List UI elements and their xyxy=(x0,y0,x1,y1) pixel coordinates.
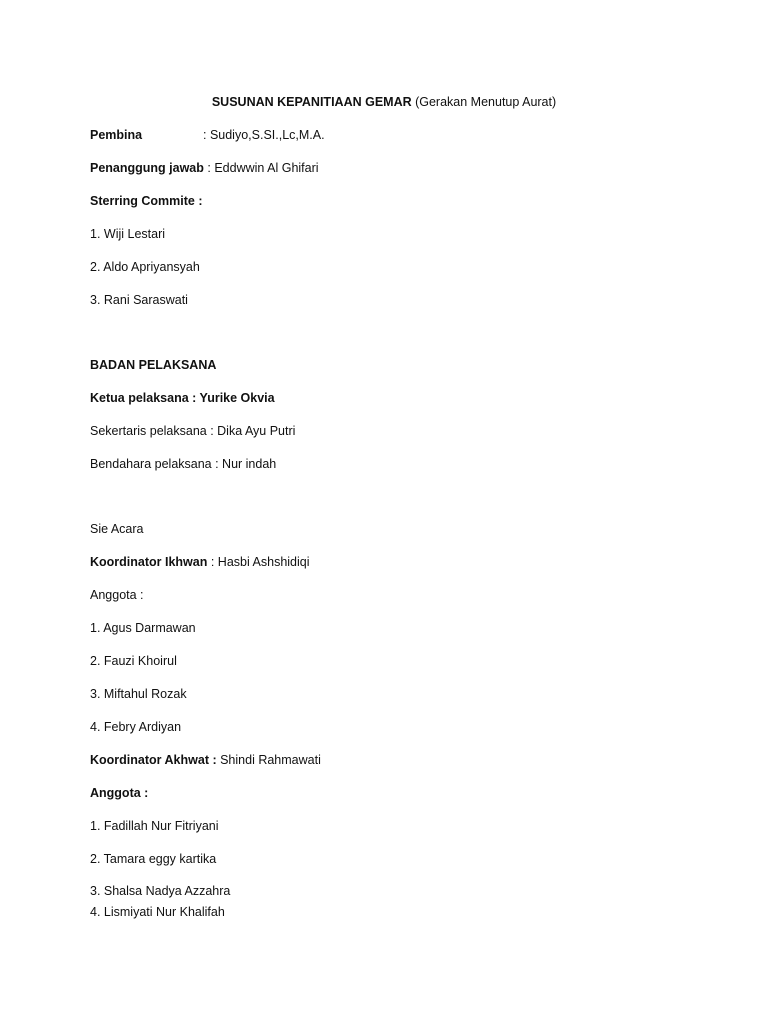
ikhwan-member: 4. Febry Ardiyan xyxy=(90,720,182,734)
ketua-pelaksana: Ketua pelaksana : Yurike Okvia xyxy=(90,391,275,405)
akhwat-member: 3. Shalsa Nadya Azzahra xyxy=(90,884,231,898)
akhwat-member: 2. Tamara eggy kartika xyxy=(90,852,217,866)
document-title xyxy=(0,94,768,110)
sekretaris-pelaksana: Sekertaris pelaksana : Dika Ayu Putri xyxy=(90,424,296,438)
pembina-label: Pembina xyxy=(90,128,143,142)
koordinator-akhwat-value: Shindi Rahmawati xyxy=(216,753,321,767)
penanggung-jawab-row xyxy=(90,160,319,176)
steering-member: 1. Wiji Lestari xyxy=(90,227,166,241)
koordinator-akhwat-row xyxy=(90,752,321,768)
title-subtitle: (Gerakan Menutup Aurat) xyxy=(411,95,557,109)
ikhwan-member: 3. Miftahul Rozak xyxy=(90,687,187,701)
penanggung-jawab-label: Penanggung jawab xyxy=(90,161,204,175)
steering-heading: Sterring Commite : xyxy=(90,194,203,208)
bendahara-pelaksana: Bendahara pelaksana : Nur indah xyxy=(90,457,277,471)
badan-pelaksana-heading: BADAN PELAKSANA xyxy=(90,358,217,372)
koordinator-ikhwan-value: : Hasbi Ashshidiqi xyxy=(207,555,310,569)
steering-member: 3. Rani Saraswati xyxy=(90,293,188,307)
ikhwan-anggota-label: Anggota : xyxy=(90,588,144,602)
koordinator-akhwat-label: Koordinator Akhwat : xyxy=(90,753,217,767)
koordinator-ikhwan-row xyxy=(90,554,310,570)
akhwat-anggota-label: Anggota : xyxy=(90,786,149,800)
ikhwan-member: 2. Fauzi Khoirul xyxy=(90,654,177,668)
ikhwan-member: 1. Agus Darmawan xyxy=(90,621,196,635)
sie-acara-heading: Sie Acara xyxy=(90,522,144,536)
steering-member: 2. Aldo Apriyansyah xyxy=(90,260,200,274)
akhwat-member: 4. Lismiyati Nur Khalifah xyxy=(90,905,225,919)
akhwat-member: 1. Fadillah Nur Fitriyani xyxy=(90,819,219,833)
koordinator-ikhwan-label: Koordinator Ikhwan xyxy=(90,555,208,569)
title-bold: SUSUNAN KEPANITIAAN GEMAR xyxy=(211,95,412,109)
pembina-value: : Sudiyo,S.SI.,Lc,M.A. xyxy=(203,128,325,142)
penanggung-jawab-value: : Eddwwin Al Ghifari xyxy=(203,161,319,175)
pembina-row xyxy=(90,127,390,143)
